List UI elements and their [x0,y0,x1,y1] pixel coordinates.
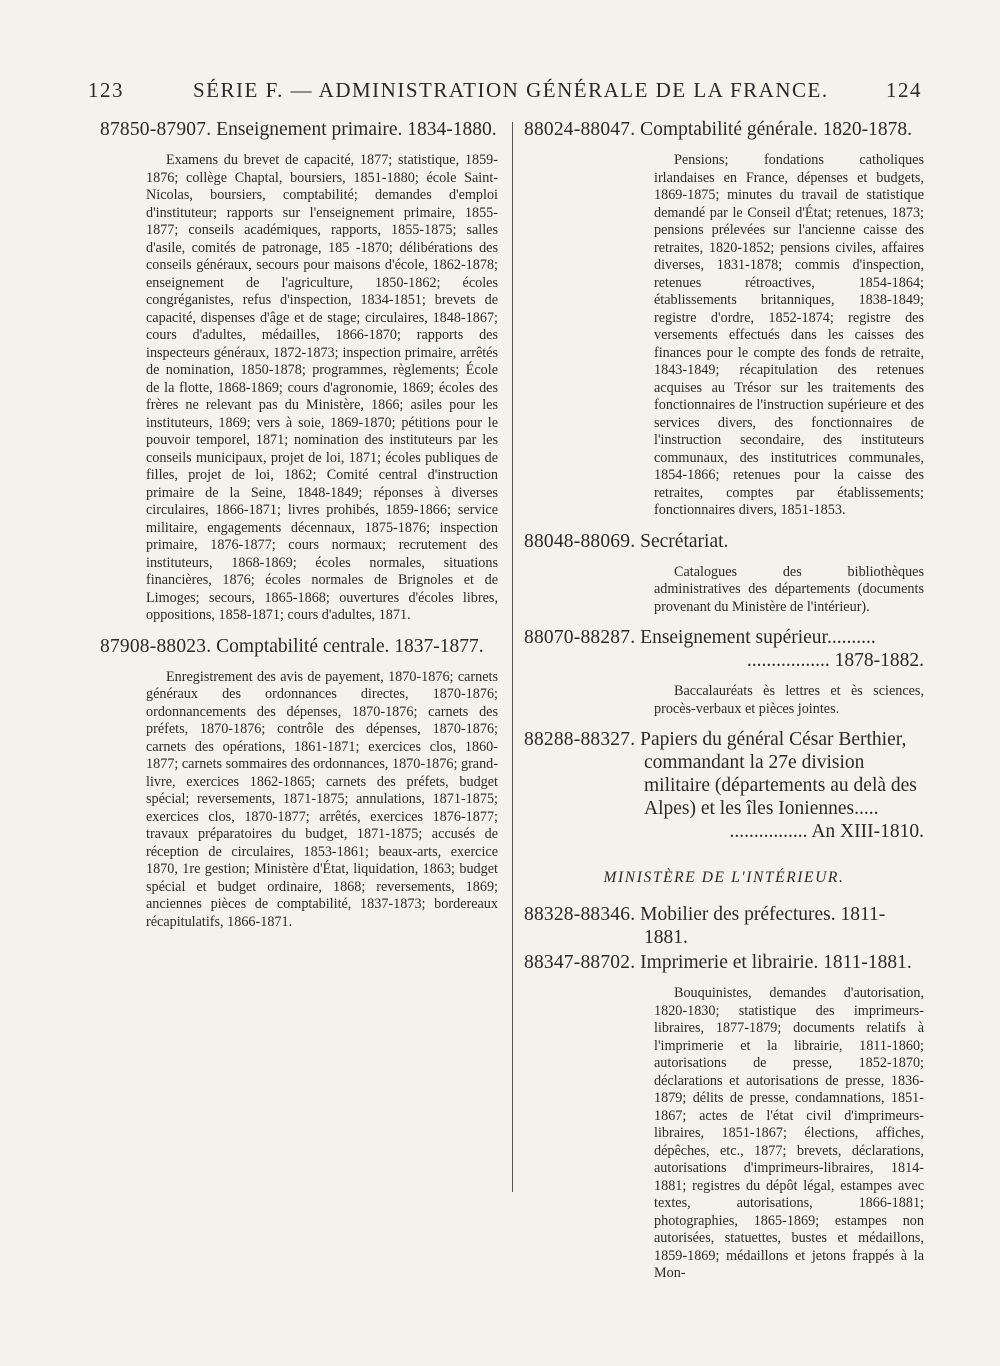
entry-title-continuation: ................. 1878-1882. [746,650,924,671]
ministry-heading: MINISTÈRE DE L'INTÉRIEUR. [603,869,845,886]
running-head [88,78,922,108]
entry-heading [524,903,924,949]
page-number-left: 123 [88,78,124,102]
column-divider [512,122,513,1192]
entry-comptabilite-generale [524,118,924,520]
entry-comptabilite-centrale [100,635,498,932]
entry-code: 87908-88023. [100,635,212,657]
entry-body: Pensions; fondations catholiques irlandaises en France, dépenses et budgets, 1869-1875; minutes du travail de statistique demandé par le Conseil d'État; retenues, 1873; pensions prélevées sur l'ancienne caisse des retraites, 1820-1852; pensions civiles, affaires diverses, 1831-1878; commis d'inspection, retenues rétroactives, 1854-1864; établissements britanniques, 1838-1849; registre d'ordre, 1852-1874; registre des versements effectués dans les caisses des finances pour le compte des fonds de retraite, 1843-1849; récapitulation des retenues acquises au Trésor sur les traitements des fonctionnaires de l'instruction supérieure et des services divers, des fonctionnaires de l'instruction secondaire, des instituteurs communaux, des institutrices communales, 1854-1866; retenues pour la caisse des retraites, comptes par établissements; fonctionnaires divers, 1851-1853. [654,152,924,518]
entry-enseignement-primaire [100,118,498,625]
entry-code: 88347-88702. [524,952,636,973]
entry-body: Enregistrement des avis de payement, 1870-1876; carnets généraux des ordonnances directes, 1870-1876; ordonnancements des dépenses, 1870-1876; carnets des préfets, 1870-1876; contrôle des dépenses, 1870-1876; carnets des opérations, 1861-1871; exercices clos, 1860-1877; carnets sommaires des ordonnances, 1870-1876; grand-livre, exercices 1862-1865; carnets des préfets, budget spécial; reversements, 1871-1875; annulations, 1871-1875; exercices clos, 1870-1877; arrêtés, exercices 1876-1877; travaux préparatoires du budget, 1871-1875; accusés de réception de circulaires, 1853-1861; beaux-arts, exercice 1870, 1re gestion; Ministère d'État, liquidation, 1863; budget spécial et budget ordinaire, 1868; reversements, 1869; anciennes pièces de comptabilité, 1837-1873; bordereaux récapitulatifs, 1866-1871. [146,668,498,930]
entry-title-continuation: ................ An XIII-1810. [729,821,924,842]
entry-body: Bouquinistes, demandes d'autorisation, 1820-1830; statistique des imprimeurs-libraires, 1877-1879; documents relatifs à l'imprimerie et la librairie, 1811-1860; autorisations de presse, 1852-1870; déclarations et autorisations de presse, 1836-1879; délits de presse, condamnations, 1851-1867; actes de l'état civil d'imprimeurs-libraires, 1851-1867; élections, affiches, dépêches, etc., 1877; brevets, déclarations, autorisations d'imprimeurs-libraires, 1814-1881; registres du dépôt légal, estampes avec textes, autorisations, 1866-1881; photographies, 1865-1869; estampes non autorisées, statuettes, bustes et médaillons, 1859-1869; médaillons et jetons frappés à la Mon- [654,985,924,1281]
entry-heading [100,635,498,658]
entry-body: Examens du brevet de capacité, 1877; statistique, 1859-1876; collège Chaptal, boursiers, 1851-1880; école Saint-Nicolas, boursiers, comptabilité; demandes d'emploi d'instituteur; rapports sur l'enseignement primaire, 1855-1877; conseils académiques, rapports, 1855-1875; salles d'asile, comités de patronage, 185 -1870; délibérations des conseils généraux, secours pour maisons d'école, 1862-1878; enseignement de l'agriculture, 1850-1862; écoles congréganistes, refus d'inspection, 1834-1851; brevets de capacité, dispenses d'âge et de stage; circulaires, 1848-1867; cours d'adultes, médailles, 1866-1870; rapports des inspecteurs généraux, 1872-1873; inspection primaire, arrêtés de nomination, 1850-1878; programmes, règlements; École de la flotte, 1868-1869; cours d'agronomie, 1869; écoles des frères ne relevant pas du Ministère, 1866; asiles pour les instituteurs, 1869; vers à soie, 1869-1870; pétitions pour le pouvoir temporel, 1871; nomination des instituteurs par les conseils municipaux, projet de loi, 1871; écoles publiques de filles, projet de loi, 1862; Comité central d'instruction primaire de la Seine, 1848-1849; réponses à diverses circulaires, 1866-1871; livres prohibés, 1859-1866; service militaire, engagements décennaux, 1875-1876; inspection primaire, 1876-1877; cours normaux; recrutement des instituteurs, 1868-1869; écoles normales, situations financières, 1876; écoles normales de Brignoles et de Limoges; secours, 1865-1868; ouvertures d'écoles libres, oppositions, 1858-1871; cours d'adultes, 1871. [146,152,498,623]
entry-heading [524,728,924,843]
left-column [100,118,498,941]
entry-title: Enseignement primaire. 1834-1880. [216,119,497,140]
entry-heading [100,118,498,141]
entry-body: Baccalauréats ès lettres et ès sciences, procès-verbaux et pièces jointes. [654,683,924,717]
entry-title: Mobilier des préfectures. 1811-1881. [640,904,886,948]
series-title: SÉRIE F. — ADMINISTRATION GÉNÉRALE DE LA FRANCE. [193,78,829,102]
entry-code: 87850-87907. [100,119,212,140]
entry-mobilier-prefectures [524,903,924,949]
entry-heading [524,118,924,141]
entry-title: Comptabilité générale. 1820-1878. [640,119,913,140]
entry-code: 88070-88287. [524,627,636,648]
right-column [524,118,924,1293]
entry-heading [524,951,924,974]
entry-imprimerie-librairie [524,951,924,1283]
entry-secretariat [524,530,924,617]
page-number-right: 124 [886,78,922,102]
entry-heading [524,626,924,672]
entry-body: Catalogues des bibliothèques administratives des départements (documents provenant du Ministère de l'intérieur). [654,563,924,615]
entry-title: Secrétariat. [640,530,729,552]
entry-title: Imprimerie et librairie. 1811-1881. [640,952,912,973]
entry-code: 88024-88047. [524,119,636,140]
entry-title: Enseignement supérieur.......... [640,627,876,648]
entry-code: 88328-88346. [524,904,636,925]
entry-enseignement-superieur [524,626,924,718]
entry-code: 88048-88069. [524,530,636,552]
entry-title: Papiers du général César Berthier, commandant la 27e division militaire (départements au delà des Alpes) et les îles Ioniennes..... [640,729,917,819]
entry-code: 88288-88327. [524,729,636,750]
entry-papiers-berthier [524,728,924,843]
entry-heading [524,530,924,553]
entry-title: Comptabilité centrale. 1837-1877. [216,635,484,657]
